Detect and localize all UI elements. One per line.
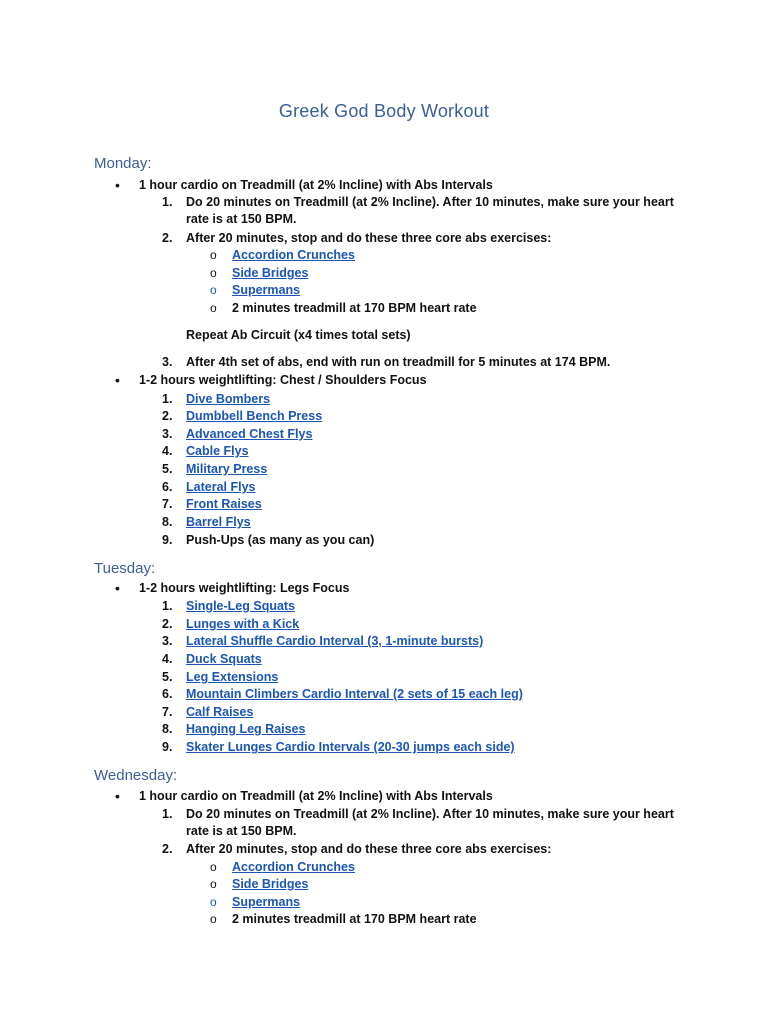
bullet-marker: • xyxy=(115,177,120,193)
exercise-link[interactable]: Calf Raises xyxy=(186,705,254,719)
tuesday-weights-item[interactable] xyxy=(186,651,262,668)
wednesday-heading: Wednesday: xyxy=(94,767,178,784)
exercise-link[interactable]: Barrel Flys xyxy=(186,515,251,529)
list-number: 2. xyxy=(162,842,173,856)
tuesday-weights-item[interactable] xyxy=(186,739,515,756)
tuesday-weights-item[interactable] xyxy=(186,633,483,650)
tuesday-weights-item[interactable] xyxy=(186,721,305,738)
list-number: 1. xyxy=(162,195,173,209)
list-number: 7. xyxy=(162,705,173,719)
tuesday-weights-item[interactable] xyxy=(186,616,299,633)
list-number: 1. xyxy=(162,599,173,613)
tuesday-heading: Tuesday: xyxy=(94,560,156,577)
exercise-link[interactable]: Accordion Crunches xyxy=(232,860,355,874)
wednesday-abs-item[interactable] xyxy=(232,859,355,876)
list-number: 5. xyxy=(162,462,173,476)
monday-abs-item[interactable] xyxy=(232,247,355,264)
monday-weights-item[interactable] xyxy=(186,496,262,513)
monday-cardio-label: 1 hour cardio on Treadmill (at 2% Incline) with Abs Intervals xyxy=(139,178,493,192)
wednesday-step1-line1: Do 20 minutes on Treadmill (at 2% Incline). After 10 minutes, make sure your heart xyxy=(186,807,674,821)
tuesday-weights-item[interactable] xyxy=(186,704,253,721)
bullet-marker: • xyxy=(115,372,120,388)
list-number: 2. xyxy=(162,617,173,631)
wednesday-abs-item[interactable] xyxy=(232,876,308,893)
exercise-link[interactable]: Lateral Shuffle Cardio Interval (3, 1-minute bursts) xyxy=(186,634,484,648)
list-number: 6. xyxy=(162,480,173,494)
circle-marker: o xyxy=(210,301,217,315)
list-number: 1. xyxy=(162,807,173,821)
tuesday-weights-item[interactable] xyxy=(186,669,278,686)
list-number: 9. xyxy=(162,533,173,547)
exercise-link[interactable]: Cable Flys xyxy=(186,444,249,458)
document-title: Greek God Body Workout xyxy=(278,101,490,121)
circle-marker: o xyxy=(210,912,217,926)
monday-step1-line1: Do 20 minutes on Treadmill (at 2% Incline). After 10 minutes, make sure your heart xyxy=(186,195,674,209)
wednesday-abs-item[interactable] xyxy=(232,894,300,911)
monday-weights-label: 1-2 hours weightlifting: Chest / Shoulders Focus xyxy=(139,373,427,387)
monday-step2: After 20 minutes, stop and do these three core abs exercises: xyxy=(186,231,552,245)
list-number: 6. xyxy=(162,687,173,701)
exercise-link[interactable]: Advanced Chest Flys xyxy=(186,427,313,441)
monday-abs-item: 2 minutes treadmill at 170 BPM heart rate xyxy=(232,301,477,315)
list-number: 2. xyxy=(162,409,173,423)
monday-abs-item[interactable] xyxy=(232,282,300,299)
monday-step3: After 4th set of abs, end with run on treadmill for 5 minutes at 174 BPM. xyxy=(186,355,611,369)
wednesday-step1-line2: rate is at 150 BPM. xyxy=(186,824,297,838)
exercise-link[interactable]: Dive Bombers xyxy=(186,392,271,406)
list-number: 7. xyxy=(162,497,173,511)
tuesday-weights-item[interactable] xyxy=(186,598,295,615)
list-number: 1. xyxy=(162,392,173,406)
monday-weights-item[interactable] xyxy=(186,461,267,478)
circle-marker: o xyxy=(210,266,217,280)
exercise-link[interactable]: Accordion Crunches xyxy=(232,248,355,262)
wednesday-cardio-label: 1 hour cardio on Treadmill (at 2% Incline) with Abs Intervals xyxy=(139,789,493,803)
list-number: 2. xyxy=(162,231,173,245)
list-number: 5. xyxy=(162,670,173,684)
tuesday-weights-item[interactable] xyxy=(186,686,523,703)
list-number: 3. xyxy=(162,355,173,369)
exercise-link[interactable]: Supermans xyxy=(232,895,301,909)
exercise-link[interactable]: Leg Extensions xyxy=(186,670,279,684)
bullet-marker: • xyxy=(115,788,120,804)
exercise-link[interactable]: Mountain Climbers Cardio Interval (2 sets of 15 each leg) xyxy=(186,687,523,701)
list-number: 3. xyxy=(162,427,173,441)
monday-weights-item[interactable] xyxy=(186,443,249,460)
list-number: 8. xyxy=(162,722,173,736)
bullet-marker: • xyxy=(115,580,120,596)
monday-heading: Monday: xyxy=(94,155,152,172)
monday-weights-item[interactable] xyxy=(186,426,312,443)
circle-marker: o xyxy=(210,877,217,891)
monday-repeat-note: Repeat Ab Circuit (x4 times total sets) xyxy=(186,328,411,342)
exercise-link[interactable]: Supermans xyxy=(232,283,301,297)
exercise-link[interactable]: Front Raises xyxy=(186,497,262,511)
monday-weights-item[interactable] xyxy=(186,391,270,408)
list-number: 4. xyxy=(162,444,173,458)
exercise-link[interactable]: Dumbbell Bench Press xyxy=(186,409,323,423)
tuesday-weights-label: 1-2 hours weightlifting: Legs Focus xyxy=(139,581,350,595)
list-number: 3. xyxy=(162,634,173,648)
exercise-link[interactable]: Hanging Leg Raises xyxy=(186,722,306,736)
wednesday-abs-item: 2 minutes treadmill at 170 BPM heart rate xyxy=(232,912,477,926)
circle-marker: o xyxy=(210,283,217,297)
circle-marker: o xyxy=(210,895,217,909)
exercise-link[interactable]: Skater Lunges Cardio Intervals (20-30 jumps each side) xyxy=(186,740,515,754)
wednesday-step2: After 20 minutes, stop and do these three core abs exercises: xyxy=(186,842,552,856)
monday-weights-item[interactable] xyxy=(186,408,322,425)
monday-step1-line2: rate is at 150 BPM. xyxy=(186,212,297,226)
monday-weights-item: Push-Ups (as many as you can) xyxy=(186,533,375,547)
list-number: 8. xyxy=(162,515,173,529)
list-number: 9. xyxy=(162,740,173,754)
exercise-link[interactable]: Side Bridges xyxy=(232,266,309,280)
exercise-link[interactable]: Lunges with a Kick xyxy=(186,617,300,631)
exercise-link[interactable]: Side Bridges xyxy=(232,877,309,891)
exercise-link[interactable]: Single-Leg Squats xyxy=(186,599,296,613)
circle-marker: o xyxy=(210,860,217,874)
circle-marker: o xyxy=(210,248,217,262)
exercise-link[interactable]: Duck Squats xyxy=(186,652,262,666)
exercise-link[interactable]: Military Press xyxy=(186,462,268,476)
monday-abs-item[interactable] xyxy=(232,265,308,282)
exercise-link[interactable]: Lateral Flys xyxy=(186,480,256,494)
list-number: 4. xyxy=(162,652,173,666)
monday-weights-item[interactable] xyxy=(186,479,255,496)
monday-weights-item[interactable] xyxy=(186,514,251,531)
